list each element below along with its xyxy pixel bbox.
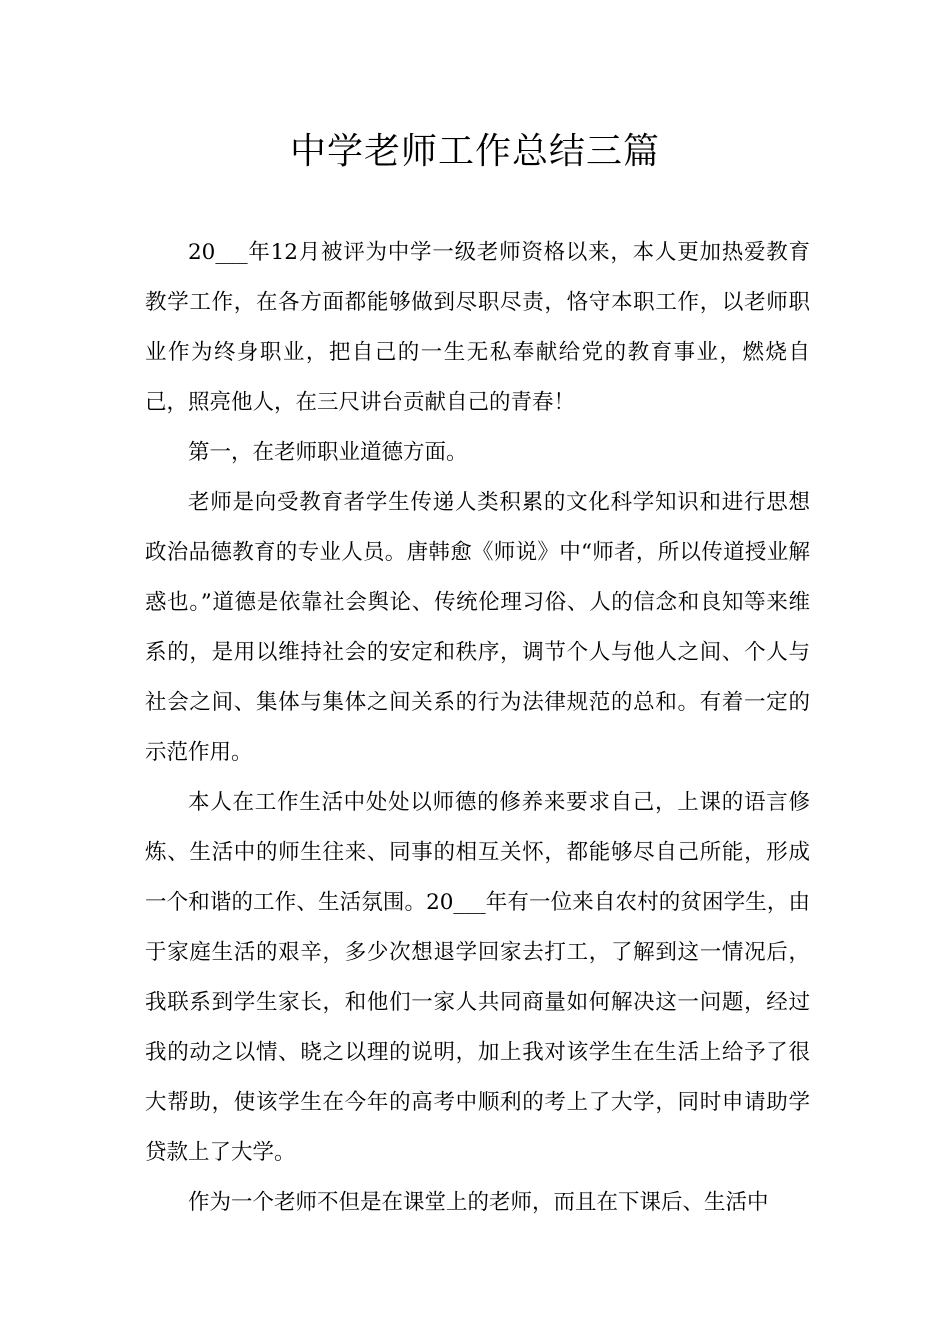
paragraph: 第一，在老师职业道德方面。: [188, 440, 468, 465]
document-title: 中学老师工作总结三篇: [289, 131, 660, 172]
paragraph: 本人在工作生活中处处以师德的修养来要求自己，上课的语言修炼、生活中的师生往来、同事的相互关怀，都能够尽自己所能，形成一个和谐的工作、生活氛围。20___年有一位来自农村的贫困学生，由于家庭生活的艰辛，多少次想退学回家去打工，了解到这一情况后，我联系到学生家长，和他们一家人共同商量如何解决这一问题，经过我的动之以情、晓之以理的说明，加上我对该学生在生活上给予了很大帮助，使该学生在今年的高考中顺利的考上了大学，同时申请助学贷款上了大学。: [145, 790, 810, 1165]
paragraph: 老师是向受教育者学生传递人类积累的文化科学知识和进行思想政治品德教育的专业人员。唐韩愈《师说》中“师者，所以传道授业解惑也。”道德是依靠社会舆论、传统伦理习俗、人的信念和良知等来维系的，是用以维持社会的安定和秩序，调节个人与他人之间、个人与社会之间、集体与集体之间关系的行为法律规范的总和。有着一定的示范作用。: [145, 490, 810, 765]
document-body: [145, 228, 810, 1228]
paragraph: 20___年12月被评为中学一级老师资格以来，本人更加热爱教育教学工作，在各方面都能够做到尽职尽责，恪守本职工作，以老师职业作为终身职业，把自己的一生无私奉献给党的教育事业，燃烧自己，照亮他人，在三尺讲台贡献自己的青春！: [145, 240, 810, 415]
paragraph: 作为一个老师不但是在课堂上的老师，而且在下课后、生活中: [188, 1190, 769, 1215]
